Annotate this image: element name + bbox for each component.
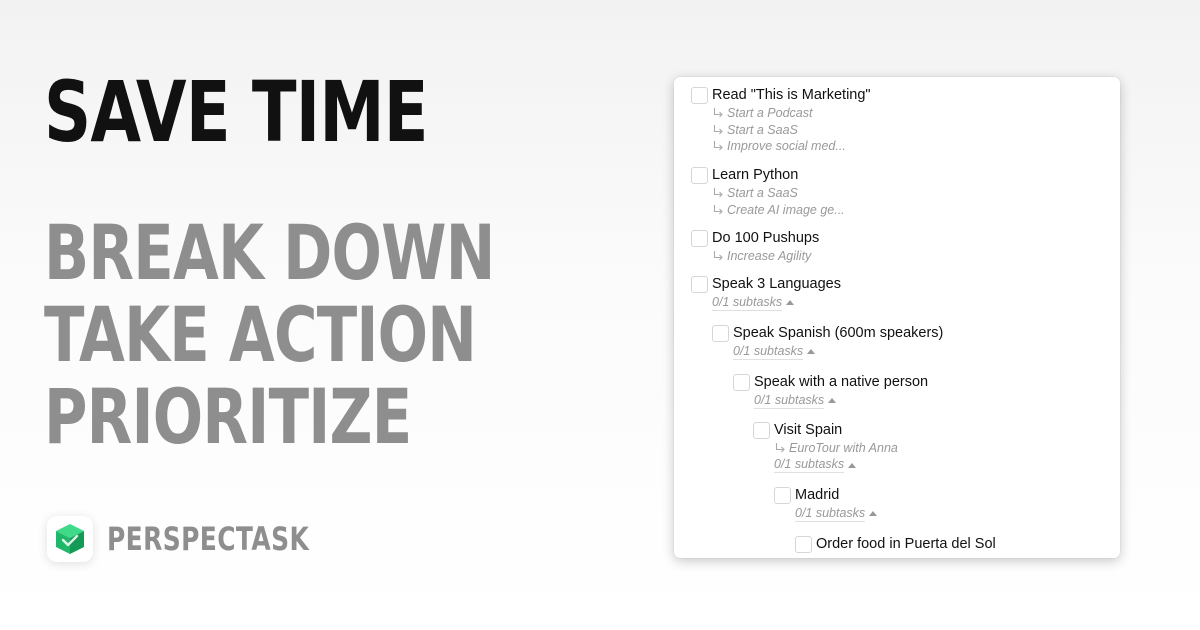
related-goal[interactable] xyxy=(712,202,845,219)
related-goal-label: Improve social med... xyxy=(727,139,846,154)
subtasks-toggle[interactable] xyxy=(754,392,928,409)
task-checkbox[interactable] xyxy=(691,167,708,184)
related-goal[interactable] xyxy=(712,122,871,139)
task-panel xyxy=(674,77,1120,558)
related-goal-label: Start a SaaS xyxy=(727,122,798,137)
caret-up-icon xyxy=(828,398,836,403)
task-checkbox[interactable] xyxy=(733,374,750,391)
task-item xyxy=(733,372,928,409)
task-checkbox[interactable] xyxy=(691,276,708,293)
subdirectory-arrow-icon xyxy=(712,140,724,152)
task-checkbox[interactable] xyxy=(774,487,791,504)
task-checkbox[interactable] xyxy=(795,536,812,553)
task-item xyxy=(691,228,819,265)
related-goal[interactable] xyxy=(774,440,898,457)
task-title[interactable]: Visit Spain xyxy=(774,422,843,438)
task-title[interactable]: Learn Python xyxy=(712,167,799,183)
related-goal-label: Increase Agility xyxy=(727,249,812,264)
task-title[interactable]: Speak Spanish (600m speakers) xyxy=(733,325,944,341)
taglines xyxy=(44,208,495,461)
caret-up-icon xyxy=(786,300,794,305)
caret-up-icon xyxy=(848,463,856,468)
task-item xyxy=(774,485,877,522)
subdirectory-arrow-icon xyxy=(774,442,786,454)
brand-logo xyxy=(47,516,93,562)
task-checkbox[interactable] xyxy=(691,87,708,104)
headline: SAVE TIME xyxy=(44,63,428,161)
related-goal-label: Start a Podcast xyxy=(727,106,813,121)
task-title[interactable]: Speak with a native person xyxy=(754,374,929,390)
subdirectory-arrow-icon xyxy=(712,124,724,136)
caret-up-icon xyxy=(807,349,815,354)
brand xyxy=(47,516,366,562)
subtasks-count: 0/1 subtasks xyxy=(795,505,866,520)
related-goal[interactable] xyxy=(712,185,845,202)
tagline-take-action: TAKE ACTION xyxy=(44,290,477,379)
subtasks-count: 0/1 subtasks xyxy=(733,343,804,358)
task-title[interactable]: Madrid xyxy=(795,487,840,503)
task-checkbox[interactable] xyxy=(691,230,708,247)
related-goal[interactable] xyxy=(712,248,819,265)
subdirectory-arrow-icon xyxy=(712,187,724,199)
brand-name: PERSPECTASK xyxy=(107,520,310,558)
subtasks-toggle[interactable] xyxy=(795,505,877,522)
subtasks-toggle[interactable] xyxy=(733,343,943,360)
caret-up-icon xyxy=(869,511,877,516)
task-title[interactable]: Do 100 Pushups xyxy=(712,230,820,246)
task-checkbox[interactable] xyxy=(712,325,729,342)
task-item xyxy=(691,274,841,311)
subtasks-toggle[interactable] xyxy=(774,457,898,474)
subtasks-count: 0/1 subtasks xyxy=(774,457,845,471)
green-cube-icon xyxy=(55,523,85,555)
tagline-break-down: BREAK DOWN xyxy=(44,208,495,297)
task-item xyxy=(691,165,845,218)
tagline-prioritize: PRIORITIZE xyxy=(44,372,412,461)
task-item xyxy=(691,85,871,155)
task-item xyxy=(712,323,943,360)
task-item xyxy=(795,534,996,554)
subtasks-count: 0/1 subtasks xyxy=(754,392,825,407)
task-item xyxy=(753,420,898,474)
related-goal-label: Create AI image ge... xyxy=(727,202,845,217)
related-goal-label: EuroTour with Anna xyxy=(789,441,898,456)
subtasks-toggle[interactable] xyxy=(712,294,841,311)
task-title[interactable]: Speak 3 Languages xyxy=(712,276,841,292)
subtasks-count: 0/1 subtasks xyxy=(712,294,783,309)
related-goal-label: Start a SaaS xyxy=(727,186,798,201)
task-title[interactable]: Read "This is Marketing" xyxy=(712,87,871,103)
related-goal[interactable] xyxy=(712,138,871,155)
task-checkbox[interactable] xyxy=(753,422,770,439)
related-goal[interactable] xyxy=(712,105,871,122)
subdirectory-arrow-icon xyxy=(712,107,724,119)
subdirectory-arrow-icon xyxy=(712,250,724,262)
subdirectory-arrow-icon xyxy=(712,204,724,216)
task-title[interactable]: Order food in Puerta del Sol xyxy=(816,536,996,552)
